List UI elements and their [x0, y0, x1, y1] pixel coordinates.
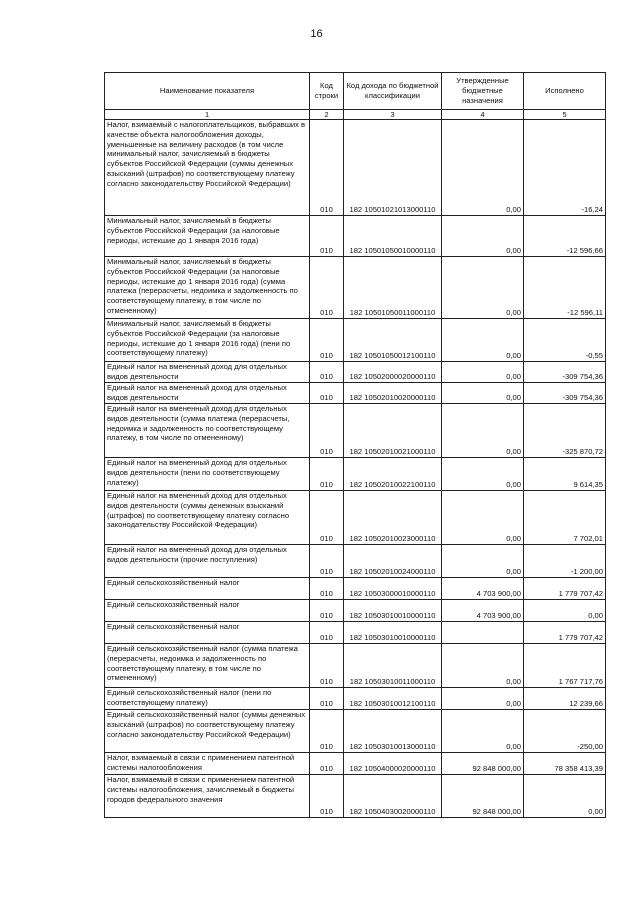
row-income-code: 182 10501050010000110 [344, 216, 442, 257]
row-income-code: 182 10501050011000110 [344, 257, 442, 319]
row-name: Налог, взимаемый в связи с применением патентной системы налогообложения, зачисляемый в бюджеты городов федерального значения [105, 775, 310, 818]
row-approved: 0,00 [442, 458, 524, 491]
row-executed: -309 754,36 [524, 362, 606, 383]
row-income-code: 182 10502010020000110 [344, 383, 442, 404]
row-income-code: 182 10501021013000110 [344, 120, 442, 216]
header-executed: Исполнено [524, 73, 606, 110]
row-line-code: 010 [310, 404, 344, 458]
table-header-row [105, 73, 606, 110]
table-row [105, 578, 606, 600]
row-income-code: 182 10501050012100110 [344, 319, 442, 362]
row-line-code: 010 [310, 578, 344, 600]
column-number: 3 [344, 110, 442, 120]
row-line-code: 010 [310, 775, 344, 818]
column-number: 2 [310, 110, 344, 120]
row-executed: 12 239,66 [524, 688, 606, 710]
header-line-code: Код строки [310, 73, 344, 110]
row-executed: 7 702,01 [524, 491, 606, 545]
row-name: Единый сельскохозяйственный налог (суммы денежных взысканий (штрафов) по соответствующему платежу согласно законодательству Российской Федерации) [105, 710, 310, 753]
table-row [105, 753, 606, 775]
row-name: Минимальный налог, зачисляемый в бюджеты субъектов Российской Федерации (за налоговые периоды, истекшие до 1 января 2016 года) (сумма платежа (перерасчеты, недоимка и задолженность по соответствующему платежу, в том числе по отмененному) [105, 257, 310, 319]
column-number: 1 [105, 110, 310, 120]
row-executed: -1 200,00 [524, 545, 606, 578]
row-name: Единый сельскохозяйственный налог (сумма платежа (перерасчеты, недоимка и задолженность по соответствующему платежу, в том числе по отмененному) [105, 644, 310, 688]
table-row [105, 710, 606, 753]
row-executed: -12 596,66 [524, 216, 606, 257]
table-row [105, 120, 606, 216]
row-income-code: 182 10502010021000110 [344, 404, 442, 458]
row-executed: -250,00 [524, 710, 606, 753]
row-line-code: 010 [310, 319, 344, 362]
row-executed: -325 870,72 [524, 404, 606, 458]
row-name: Единый сельскохозяйственный налог [105, 622, 310, 644]
budget-execution-table [104, 72, 606, 818]
row-income-code: 182 10503000010000110 [344, 578, 442, 600]
table-row [105, 622, 606, 644]
row-income-code: 182 10503010010000110 [344, 600, 442, 622]
table-row [105, 600, 606, 622]
row-income-code: 182 10503010012100110 [344, 688, 442, 710]
row-name: Единый налог на вмененный доход для отдельных видов деятельности (прочие поступления) [105, 545, 310, 578]
row-income-code: 182 10502010024000110 [344, 545, 442, 578]
row-name: Единый сельскохозяйственный налог [105, 600, 310, 622]
header-approved: Утвержденные бюджетные назначения [442, 73, 524, 110]
table-row [105, 362, 606, 383]
row-name: Налог, взимаемый в связи с применением патентной системы налогообложения [105, 753, 310, 775]
row-income-code: 182 10502010022100110 [344, 458, 442, 491]
row-approved: 0,00 [442, 710, 524, 753]
row-approved: 0,00 [442, 644, 524, 688]
row-approved: 0,00 [442, 383, 524, 404]
row-line-code: 010 [310, 120, 344, 216]
row-executed: -12 596,11 [524, 257, 606, 319]
row-executed: 9 614,35 [524, 458, 606, 491]
row-executed: 1 767 717,76 [524, 644, 606, 688]
row-executed: 0,00 [524, 775, 606, 818]
row-income-code: 182 10502000020000110 [344, 362, 442, 383]
table-row [105, 404, 606, 458]
row-name: Единый налог на вмененный доход для отдельных видов деятельности (пени по соответствующему платежу) [105, 458, 310, 491]
row-approved: 0,00 [442, 120, 524, 216]
row-income-code: 182 10504000020000110 [344, 753, 442, 775]
row-approved: 0,00 [442, 257, 524, 319]
row-approved [442, 622, 524, 644]
row-name: Единый налог на вмененный доход для отдельных видов деятельности (сумма платежа (перерасчеты, недоимка и задолженность по соответствующему платежу, в том числе по отмененному) [105, 404, 310, 458]
row-name: Единый налог на вмененный доход для отдельных видов деятельности [105, 362, 310, 383]
row-executed: -0,55 [524, 319, 606, 362]
row-line-code: 010 [310, 600, 344, 622]
row-line-code: 010 [310, 688, 344, 710]
row-approved: 0,00 [442, 491, 524, 545]
row-line-code: 010 [310, 257, 344, 319]
row-approved: 0,00 [442, 404, 524, 458]
header-income-code: Код дохода по бюджетной классификации [344, 73, 442, 110]
row-executed: 1 779 707,42 [524, 622, 606, 644]
row-executed: -16,24 [524, 120, 606, 216]
row-approved: 0,00 [442, 688, 524, 710]
table-row [105, 458, 606, 491]
table-row [105, 319, 606, 362]
table-row [105, 688, 606, 710]
row-name: Единый сельскохозяйственный налог (пени по соответствующему платежу) [105, 688, 310, 710]
row-line-code: 010 [310, 710, 344, 753]
row-executed: 78 358 413,39 [524, 753, 606, 775]
row-line-code: 010 [310, 383, 344, 404]
page-number: 16 [310, 28, 323, 40]
column-number: 5 [524, 110, 606, 120]
row-income-code: 182 10504030020000110 [344, 775, 442, 818]
row-executed: 0,00 [524, 600, 606, 622]
row-approved: 0,00 [442, 319, 524, 362]
row-approved: 92 848 000,00 [442, 775, 524, 818]
row-line-code: 010 [310, 458, 344, 491]
row-approved: 4 703 900,00 [442, 578, 524, 600]
row-executed: -309 754,36 [524, 383, 606, 404]
row-line-code: 010 [310, 491, 344, 545]
table-row [105, 216, 606, 257]
table-row [105, 257, 606, 319]
row-line-code: 010 [310, 644, 344, 688]
row-income-code: 182 10502010023000110 [344, 491, 442, 545]
row-income-code: 182 10503010010000110 [344, 622, 442, 644]
column-number: 4 [442, 110, 524, 120]
row-line-code: 010 [310, 545, 344, 578]
row-income-code: 182 10503010011000110 [344, 644, 442, 688]
row-name: Минимальный налог, зачисляемый в бюджеты субъектов Российской Федерации (за налоговые периоды, истекшие до 1 января 2016 года) (пени по соответствующему платежу) [105, 319, 310, 362]
row-name: Минимальный налог, зачисляемый в бюджеты субъектов Российской Федерации (за налоговые периоды, истекшие до 1 января 2016 года) [105, 216, 310, 257]
row-line-code: 010 [310, 622, 344, 644]
row-approved: 92 848 000,00 [442, 753, 524, 775]
row-approved: 0,00 [442, 545, 524, 578]
row-income-code: 182 10503010013000110 [344, 710, 442, 753]
row-name: Налог, взимаемый с налогоплательщиков, выбравших в качестве объекта налогообложения доходы, уменьшенные на величину расходов (в том числе минимальный налог, зачисляемый в бюджеты субъектов Российской Федерации (суммы денежных взысканий (штрафов) по соответствующему платежу согласно законодательству Российской Федерации) [105, 120, 310, 216]
table-row [105, 775, 606, 818]
table-row [105, 491, 606, 545]
header-name: Наименование показателя [105, 73, 310, 110]
column-number-row [105, 110, 606, 120]
row-approved: 0,00 [442, 216, 524, 257]
row-line-code: 010 [310, 753, 344, 775]
table-row [105, 644, 606, 688]
row-approved: 4 703 900,00 [442, 600, 524, 622]
row-line-code: 010 [310, 362, 344, 383]
row-name: Единый сельскохозяйственный налог [105, 578, 310, 600]
row-name: Единый налог на вмененный доход для отдельных видов деятельности [105, 383, 310, 404]
table-row [105, 545, 606, 578]
row-executed: 1 779 707,42 [524, 578, 606, 600]
table-row [105, 383, 606, 404]
row-approved: 0,00 [442, 362, 524, 383]
row-line-code: 010 [310, 216, 344, 257]
row-name: Единый налог на вмененный доход для отдельных видов деятельности (суммы денежных взысканий (штрафов) по соответствующему платежу согласно законодательству Российской Федерации) [105, 491, 310, 545]
